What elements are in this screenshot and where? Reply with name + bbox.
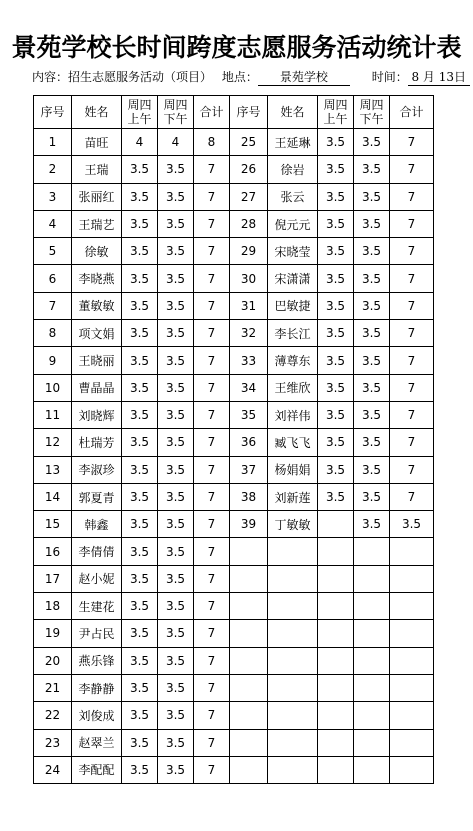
total-hours: 7	[194, 320, 230, 347]
total-hours: 7	[194, 401, 230, 428]
total-hours: 7	[390, 456, 434, 483]
table-row	[34, 265, 434, 292]
header-cell: 周四下午	[354, 96, 390, 129]
volunteer-name: 王维欣	[268, 374, 318, 401]
row-number	[230, 565, 268, 592]
thursday-pm-hours	[354, 674, 390, 701]
table-row	[34, 374, 434, 401]
row-number: 31	[230, 292, 268, 319]
row-number: 8	[34, 320, 72, 347]
thursday-am-hours: 3.5	[122, 429, 158, 456]
row-number: 21	[34, 674, 72, 701]
table-row	[34, 347, 434, 374]
volunteer-name	[268, 565, 318, 592]
thursday-pm-hours: 3.5	[354, 483, 390, 510]
thursday-am-hours: 3.5	[318, 320, 354, 347]
total-hours: 7	[390, 429, 434, 456]
thursday-pm-hours: 3.5	[158, 756, 194, 783]
thursday-pm-hours: 3.5	[158, 511, 194, 538]
row-number: 1	[34, 129, 72, 156]
thursday-pm-hours	[354, 702, 390, 729]
total-hours: 7	[194, 238, 230, 265]
row-number	[230, 620, 268, 647]
thursday-pm-hours: 3.5	[158, 674, 194, 701]
thursday-pm-hours: 3.5	[158, 483, 194, 510]
row-number: 23	[34, 729, 72, 756]
thursday-am-hours: 3.5	[318, 210, 354, 237]
volunteer-name	[268, 620, 318, 647]
thursday-am-hours: 3.5	[122, 210, 158, 237]
thursday-am-hours: 3.5	[122, 593, 158, 620]
thursday-pm-hours: 3.5	[158, 647, 194, 674]
volunteer-table	[33, 95, 434, 784]
row-number: 27	[230, 183, 268, 210]
thursday-am-hours: 3.5	[318, 265, 354, 292]
total-hours	[390, 674, 434, 701]
thursday-pm-hours: 3.5	[158, 401, 194, 428]
total-hours: 7	[390, 238, 434, 265]
volunteer-name: 刘晓辉	[72, 401, 122, 428]
row-number: 28	[230, 210, 268, 237]
volunteer-name	[268, 647, 318, 674]
table-row	[34, 620, 434, 647]
total-hours: 7	[194, 210, 230, 237]
total-hours: 7	[194, 156, 230, 183]
row-number: 18	[34, 593, 72, 620]
thursday-pm-hours: 3.5	[158, 729, 194, 756]
row-number: 37	[230, 456, 268, 483]
total-hours: 7	[194, 565, 230, 592]
thursday-am-hours: 3.5	[122, 292, 158, 319]
row-number: 3	[34, 183, 72, 210]
total-hours: 7	[390, 210, 434, 237]
thursday-pm-hours: 3.5	[354, 347, 390, 374]
table-row	[34, 456, 434, 483]
volunteer-name: 赵翠兰	[72, 729, 122, 756]
thursday-pm-hours: 3.5	[354, 265, 390, 292]
volunteer-name: 生建花	[72, 593, 122, 620]
thursday-am-hours: 3.5	[318, 292, 354, 319]
volunteer-name: 张云	[268, 183, 318, 210]
thursday-am-hours: 3.5	[318, 456, 354, 483]
content-value: 招生志愿服务活动（项目）	[68, 70, 213, 84]
thursday-am-hours: 3.5	[318, 129, 354, 156]
thursday-pm-hours	[354, 729, 390, 756]
thursday-pm-hours: 3.5	[158, 183, 194, 210]
total-hours: 7	[194, 483, 230, 510]
volunteer-name: 李淑珍	[72, 456, 122, 483]
row-number	[230, 593, 268, 620]
thursday-am-hours: 3.5	[122, 756, 158, 783]
thursday-pm-hours: 3.5	[354, 129, 390, 156]
thursday-am-hours: 3.5	[122, 729, 158, 756]
header-cell: 姓名	[72, 96, 122, 129]
thursday-pm-hours	[354, 647, 390, 674]
thursday-pm-hours: 3.5	[354, 292, 390, 319]
thursday-pm-hours: 3.5	[354, 401, 390, 428]
row-number: 2	[34, 156, 72, 183]
table-row	[34, 647, 434, 674]
row-number	[230, 729, 268, 756]
header-cell: 合计	[390, 96, 434, 129]
volunteer-name	[268, 593, 318, 620]
volunteer-name: 王瑞艺	[72, 210, 122, 237]
row-number: 34	[230, 374, 268, 401]
table-row	[34, 702, 434, 729]
document-title: 景苑学校长时间跨度志愿服务活动统计表	[11, 33, 462, 62]
volunteer-name: 郭夏青	[72, 483, 122, 510]
thursday-pm-hours: 3.5	[158, 374, 194, 401]
thursday-pm-hours: 3.5	[158, 347, 194, 374]
volunteer-name	[268, 702, 318, 729]
volunteer-name: 徐岩	[268, 156, 318, 183]
total-hours: 7	[194, 511, 230, 538]
header-cell: 序号	[230, 96, 268, 129]
thursday-pm-hours: 3.5	[158, 456, 194, 483]
total-hours: 7	[194, 538, 230, 565]
volunteer-name: 董敏敏	[72, 292, 122, 319]
volunteer-name: 王瑞	[72, 156, 122, 183]
volunteer-name: 李配配	[72, 756, 122, 783]
header-cell: 周四上午	[318, 96, 354, 129]
thursday-pm-hours: 4	[158, 129, 194, 156]
thursday-am-hours	[318, 620, 354, 647]
thursday-am-hours: 3.5	[122, 511, 158, 538]
header-cell: 周四上午	[122, 96, 158, 129]
thursday-am-hours: 4	[122, 129, 158, 156]
row-number: 26	[230, 156, 268, 183]
thursday-am-hours: 3.5	[122, 347, 158, 374]
volunteer-name: 燕乐锋	[72, 647, 122, 674]
volunteer-name: 刘新莲	[268, 483, 318, 510]
total-hours	[390, 593, 434, 620]
volunteer-name: 刘俊成	[72, 702, 122, 729]
thursday-pm-hours: 3.5	[354, 456, 390, 483]
thursday-pm-hours	[354, 756, 390, 783]
thursday-pm-hours: 3.5	[158, 156, 194, 183]
volunteer-name	[268, 729, 318, 756]
thursday-am-hours	[318, 565, 354, 592]
table-row	[34, 183, 434, 210]
row-number: 29	[230, 238, 268, 265]
row-number: 6	[34, 265, 72, 292]
volunteer-name: 李晓燕	[72, 265, 122, 292]
thursday-am-hours	[318, 538, 354, 565]
total-hours: 7	[390, 183, 434, 210]
row-number: 22	[34, 702, 72, 729]
total-hours	[390, 702, 434, 729]
thursday-am-hours: 3.5	[122, 156, 158, 183]
thursday-pm-hours: 3.5	[354, 238, 390, 265]
thursday-am-hours: 3.5	[122, 238, 158, 265]
row-number: 39	[230, 511, 268, 538]
total-hours: 7	[194, 374, 230, 401]
thursday-am-hours	[318, 729, 354, 756]
thursday-pm-hours: 3.5	[158, 238, 194, 265]
table-row	[34, 129, 434, 156]
volunteer-name: 杜瑞芳	[72, 429, 122, 456]
volunteer-name	[268, 674, 318, 701]
volunteer-name: 杨娟娟	[268, 456, 318, 483]
row-number: 20	[34, 647, 72, 674]
thursday-pm-hours: 3.5	[158, 210, 194, 237]
total-hours: 7	[194, 429, 230, 456]
volunteer-name: 刘祥伟	[268, 401, 318, 428]
total-hours: 7	[194, 183, 230, 210]
total-hours: 7	[194, 674, 230, 701]
row-number: 5	[34, 238, 72, 265]
thursday-am-hours: 3.5	[122, 183, 158, 210]
table-row	[34, 565, 434, 592]
thursday-pm-hours: 3.5	[158, 292, 194, 319]
volunteer-name: 薄尊东	[268, 347, 318, 374]
row-number: 19	[34, 620, 72, 647]
volunteer-name: 李倩倩	[72, 538, 122, 565]
row-number	[230, 674, 268, 701]
total-hours: 7	[390, 401, 434, 428]
thursday-am-hours: 3.5	[318, 401, 354, 428]
thursday-am-hours	[318, 674, 354, 701]
table-row	[34, 511, 434, 538]
thursday-am-hours: 3.5	[122, 565, 158, 592]
header-cell: 合计	[194, 96, 230, 129]
thursday-pm-hours: 3.5	[158, 593, 194, 620]
table-row	[34, 292, 434, 319]
thursday-pm-hours: 3.5	[158, 265, 194, 292]
total-hours: 7	[390, 347, 434, 374]
thursday-pm-hours	[354, 565, 390, 592]
row-number: 38	[230, 483, 268, 510]
row-number: 35	[230, 401, 268, 428]
row-number: 30	[230, 265, 268, 292]
volunteer-name: 宋潇潇	[268, 265, 318, 292]
total-hours: 7	[390, 320, 434, 347]
thursday-am-hours: 3.5	[318, 156, 354, 183]
total-hours	[390, 620, 434, 647]
volunteer-name: 丁敏敏	[268, 511, 318, 538]
row-number: 32	[230, 320, 268, 347]
table-row	[34, 538, 434, 565]
thursday-pm-hours: 3.5	[158, 565, 194, 592]
total-hours: 7	[194, 456, 230, 483]
row-number: 25	[230, 129, 268, 156]
total-hours: 7	[194, 593, 230, 620]
table-row	[34, 320, 434, 347]
thursday-pm-hours: 3.5	[158, 702, 194, 729]
total-hours: 7	[194, 620, 230, 647]
row-number: 14	[34, 483, 72, 510]
time-value: 8 月 13日	[408, 68, 470, 86]
row-number: 9	[34, 347, 72, 374]
thursday-am-hours: 3.5	[122, 702, 158, 729]
total-hours: 8	[194, 129, 230, 156]
volunteer-name: 李长江	[268, 320, 318, 347]
total-hours: 7	[390, 292, 434, 319]
row-number	[230, 538, 268, 565]
thursday-am-hours: 3.5	[122, 456, 158, 483]
thursday-am-hours: 3.5	[122, 674, 158, 701]
total-hours: 7	[390, 483, 434, 510]
volunteer-name: 王延琳	[268, 129, 318, 156]
table-body	[34, 129, 434, 784]
thursday-am-hours: 3.5	[122, 265, 158, 292]
total-hours	[390, 565, 434, 592]
header-cell: 周四下午	[158, 96, 194, 129]
total-hours: 7	[194, 702, 230, 729]
time-label: 时间：	[371, 70, 408, 84]
table-row	[34, 156, 434, 183]
thursday-pm-hours: 3.5	[354, 320, 390, 347]
total-hours: 7	[194, 265, 230, 292]
thursday-pm-hours: 3.5	[354, 156, 390, 183]
header-cell: 序号	[34, 96, 72, 129]
total-hours	[390, 538, 434, 565]
total-hours: 7	[194, 756, 230, 783]
thursday-am-hours: 3.5	[318, 238, 354, 265]
total-hours: 7	[194, 647, 230, 674]
table-row	[34, 756, 434, 783]
thursday-pm-hours: 3.5	[354, 429, 390, 456]
volunteer-name: 张丽红	[72, 183, 122, 210]
row-number: 7	[34, 292, 72, 319]
volunteer-name: 王晓丽	[72, 347, 122, 374]
thursday-pm-hours	[354, 538, 390, 565]
volunteer-name: 苗旺	[72, 129, 122, 156]
thursday-am-hours: 3.5	[122, 320, 158, 347]
volunteer-name: 倪元元	[268, 210, 318, 237]
total-hours: 7	[390, 265, 434, 292]
row-number: 15	[34, 511, 72, 538]
table-row	[34, 401, 434, 428]
thursday-am-hours	[318, 756, 354, 783]
table-row	[34, 674, 434, 701]
volunteer-name: 宋晓莹	[268, 238, 318, 265]
thursday-pm-hours: 3.5	[354, 374, 390, 401]
total-hours: 7	[390, 374, 434, 401]
thursday-am-hours: 3.5	[122, 538, 158, 565]
total-hours: 7	[194, 729, 230, 756]
row-number: 4	[34, 210, 72, 237]
row-number	[230, 702, 268, 729]
location-value: 景苑学校	[258, 68, 350, 86]
volunteer-name: 曹晶晶	[72, 374, 122, 401]
thursday-am-hours	[318, 702, 354, 729]
table-row	[34, 238, 434, 265]
header-cell: 姓名	[268, 96, 318, 129]
row-number: 17	[34, 565, 72, 592]
thursday-pm-hours	[354, 593, 390, 620]
volunteer-name: 尹占民	[72, 620, 122, 647]
volunteer-name: 徐敏	[72, 238, 122, 265]
total-hours: 7	[390, 156, 434, 183]
thursday-am-hours: 3.5	[122, 647, 158, 674]
thursday-am-hours	[318, 647, 354, 674]
table-row	[34, 729, 434, 756]
row-number: 12	[34, 429, 72, 456]
row-number: 11	[34, 401, 72, 428]
thursday-am-hours: 3.5	[318, 483, 354, 510]
thursday-pm-hours: 3.5	[158, 620, 194, 647]
table-row	[34, 593, 434, 620]
thursday-am-hours: 3.5	[122, 401, 158, 428]
volunteer-name: 赵小妮	[72, 565, 122, 592]
thursday-am-hours: 3.5	[122, 620, 158, 647]
thursday-am-hours	[318, 593, 354, 620]
volunteer-name: 臧飞飞	[268, 429, 318, 456]
row-number: 10	[34, 374, 72, 401]
total-hours: 7	[194, 347, 230, 374]
row-number: 13	[34, 456, 72, 483]
total-hours	[390, 647, 434, 674]
header-row	[34, 96, 434, 129]
thursday-pm-hours: 3.5	[354, 511, 390, 538]
thursday-pm-hours: 3.5	[158, 320, 194, 347]
total-hours	[390, 756, 434, 783]
thursday-am-hours: 3.5	[318, 183, 354, 210]
thursday-pm-hours: 3.5	[158, 429, 194, 456]
location-label: 地点：	[221, 70, 258, 84]
volunteer-name: 项文娟	[72, 320, 122, 347]
thursday-am-hours	[318, 511, 354, 538]
thursday-pm-hours: 3.5	[354, 210, 390, 237]
total-hours: 7	[194, 292, 230, 319]
total-hours: 7	[390, 129, 434, 156]
thursday-pm-hours: 3.5	[158, 538, 194, 565]
thursday-pm-hours: 3.5	[354, 183, 390, 210]
thursday-am-hours: 3.5	[318, 347, 354, 374]
thursday-am-hours: 3.5	[318, 374, 354, 401]
table-row	[34, 483, 434, 510]
thursday-am-hours: 3.5	[122, 374, 158, 401]
volunteer-name: 李静静	[72, 674, 122, 701]
total-hours: 3.5	[390, 511, 434, 538]
row-number	[230, 647, 268, 674]
thursday-am-hours: 3.5	[122, 483, 158, 510]
content-label: 内容：	[32, 70, 69, 84]
row-number: 36	[230, 429, 268, 456]
table-row	[34, 429, 434, 456]
thursday-am-hours: 3.5	[318, 429, 354, 456]
thursday-pm-hours	[354, 620, 390, 647]
table-row	[34, 210, 434, 237]
volunteer-name: 巴敏捷	[268, 292, 318, 319]
volunteer-name	[268, 756, 318, 783]
row-number: 24	[34, 756, 72, 783]
row-number: 16	[34, 538, 72, 565]
volunteer-name	[268, 538, 318, 565]
info-line	[32, 68, 470, 86]
total-hours	[390, 729, 434, 756]
volunteer-name: 韩鑫	[72, 511, 122, 538]
row-number	[230, 756, 268, 783]
row-number: 33	[230, 347, 268, 374]
